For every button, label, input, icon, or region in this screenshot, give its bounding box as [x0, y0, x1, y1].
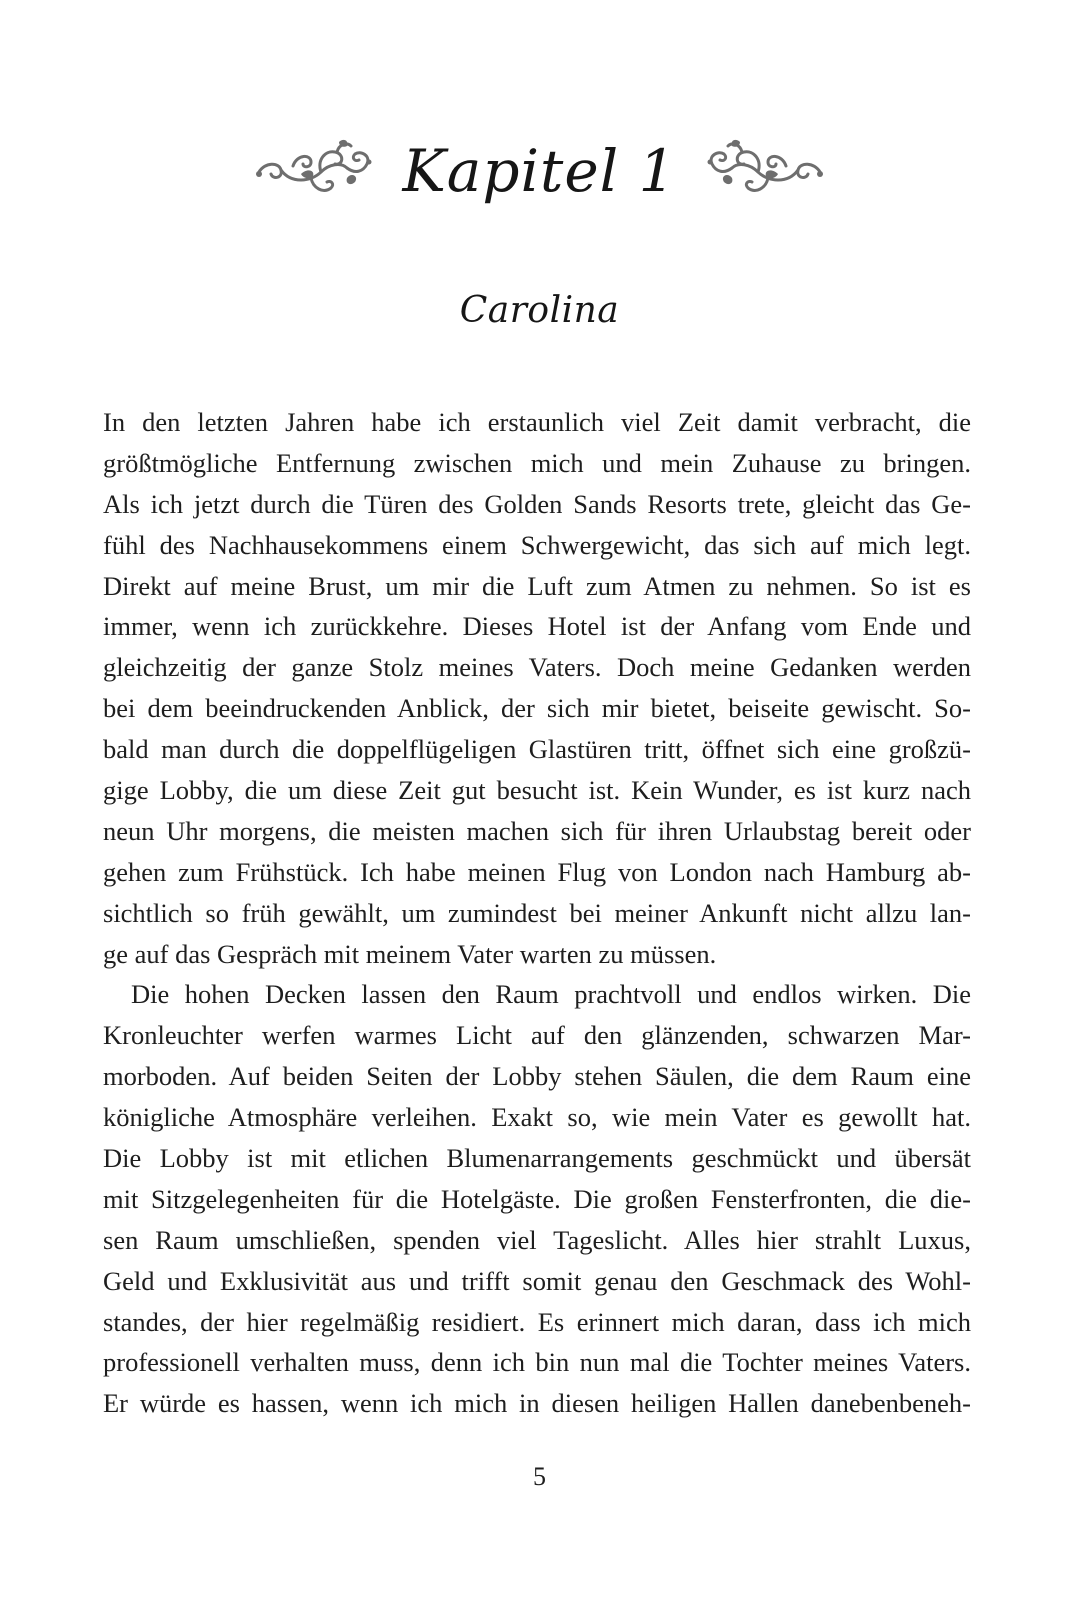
text-line: ge auf das Gespräch mit meinem Vater warten zu müssen. [103, 938, 717, 969]
pov-character-name: Carolina [459, 290, 620, 331]
text-line: gige Lobby, die um diese Zeit gut besucht ist. Kein Wunder, es ist kurz nach [103, 775, 971, 806]
chapter-heading [0, 112, 1079, 222]
text-line: neun Uhr morgens, die meisten machen sich für ihren Urlaubstag bereit oder [103, 815, 971, 846]
text-line: fühl des Nachhausekommens einem Schwergewicht, das sich auf mich legt. [103, 529, 971, 560]
chapter-title: Kapitel 1 [402, 137, 677, 205]
text-line: größtmögliche Entfernung zwischen mich und mein Zuhause zu bringen. [103, 447, 971, 478]
text-line: mit Sitzgelegenheiten für die Hotelgäste. Die großen Fensterfronten, die die- [103, 1183, 971, 1214]
chapter-body-text [103, 402, 971, 1424]
flourish-ornament-icon [251, 132, 376, 202]
page-number: 5 [533, 1462, 546, 1491]
flourish-ornament-icon [703, 132, 828, 202]
paragraph-2 [103, 974, 971, 1424]
text-line: Direkt auf meine Brust, um mir die Luft zum Atmen zu nehmen. So ist es [103, 570, 971, 601]
paragraph-1 [103, 402, 971, 974]
text-line: Die hohen Decken lassen den Raum prachtvoll und endlos wirken. Die [131, 979, 971, 1010]
text-line: Geld und Exklusivität aus und trifft somit genau den Geschmack des Wohl- [103, 1265, 971, 1296]
text-line: Als ich jetzt durch die Türen des Golden Sands Resorts trete, gleicht das Ge- [103, 488, 971, 519]
text-line: sen Raum umschließen, spenden viel Tageslicht. Alles hier strahlt Luxus, [103, 1224, 971, 1255]
text-line: immer, wenn ich zurückkehre. Dieses Hotel ist der Anfang vom Ende und [103, 611, 971, 642]
text-line: professionell verhalten muss, denn ich bin nun mal die Tochter meines Vaters. [103, 1347, 971, 1378]
text-line: morboden. Auf beiden Seiten der Lobby stehen Säulen, die dem Raum eine [103, 1061, 971, 1092]
text-line: königliche Atmosphäre verleihen. Exakt so, wie mein Vater es gewollt hat. [103, 1102, 971, 1133]
text-line: sichtlich so früh gewählt, um zumindest bei meiner Ankunft nicht allzu lan- [103, 897, 971, 928]
text-line: In den letzten Jahren habe ich erstaunlich viel Zeit damit verbracht, die [103, 407, 971, 437]
text-line: bei dem beeindruckenden Anblick, der sich mir bietet, beiseite gewischt. So- [103, 693, 971, 724]
text-line: gehen zum Frühstück. Ich habe meinen Flug von London nach Hamburg ab- [103, 856, 971, 887]
text-line: standes, der hier regelmäßig residiert. Es erinnert mich daran, dass ich mich [103, 1306, 971, 1337]
text-line: gleichzeitig der ganze Stolz meines Vaters. Doch meine Gedanken werden [103, 652, 971, 683]
text-line: Kronleuchter werfen warmes Licht auf den glänzenden, schwarzen Mar- [103, 1020, 971, 1051]
text-line: Er würde es hassen, wenn ich mich in diesen heiligen Hallen danebenbeneh- [103, 1388, 971, 1419]
text-line: Die Lobby ist mit etlichen Blumenarrangements geschmückt und übersät [103, 1143, 971, 1174]
text-line: bald man durch die doppelflügeligen Glastüren tritt, öffnet sich eine großzü- [103, 734, 971, 765]
